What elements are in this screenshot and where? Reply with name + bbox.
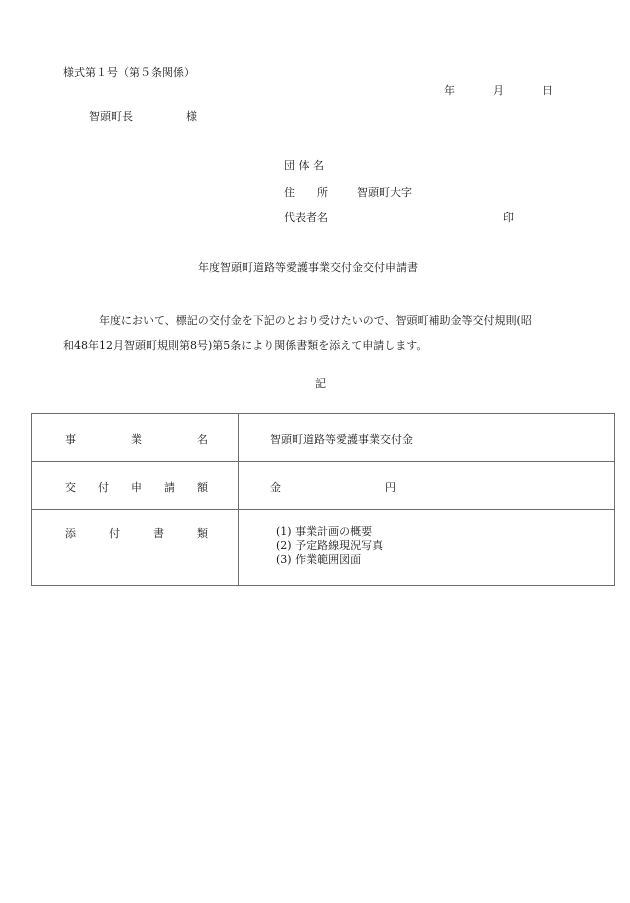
label-char: 名 <box>197 433 208 446</box>
table-row-attachments <box>32 510 615 586</box>
label-char: 類 <box>197 527 208 540</box>
amount-suffix: 円 <box>385 481 396 494</box>
address-label: 住 所 <box>284 186 328 199</box>
label-char: 申 <box>131 481 142 494</box>
table-row-project-name <box>32 414 615 462</box>
document-title: 年度智頭町道路等愛護事業交付金交付申請書 <box>198 261 418 274</box>
label-char: 添 <box>65 527 76 540</box>
label-cell <box>32 510 239 586</box>
value-cell <box>239 462 615 510</box>
label-char: 付 <box>109 527 120 540</box>
seal-mark: 印 <box>503 211 514 224</box>
project-name-value: 智頭町道路等愛護事業交付金 <box>270 433 413 446</box>
date-month-label: 月 <box>493 84 504 97</box>
organization-label: 団 体 名 <box>284 159 324 172</box>
label-char: 付 <box>98 481 109 494</box>
label-char: 交 <box>65 481 76 494</box>
amount-field <box>239 479 614 495</box>
value-cell <box>239 414 615 462</box>
label-char: 事 <box>65 433 76 446</box>
representative-label: 代表者名 <box>284 211 328 224</box>
attachment-item: (2) 予定路線現況写真 <box>276 539 384 552</box>
body-line-1: 年度において、標記の交付金を下記のとおり受けたいので、智頭町補助金等交付規則(昭 <box>99 314 532 327</box>
attachments-list <box>239 525 614 567</box>
label-char: 業 <box>131 433 142 446</box>
body-line-2: 和48年12月智頭町規則第8号)第5条により関係書類を添えて申請します。 <box>63 339 428 352</box>
label-char: 額 <box>197 481 208 494</box>
attachment-item: (1) 事業計画の概要 <box>276 525 373 538</box>
addressee-name: 智頭町長 <box>89 110 133 123</box>
attachment-item: (3) 作業範囲図面 <box>276 553 362 566</box>
date-day-label: 日 <box>542 84 553 97</box>
label-char: 請 <box>164 481 175 494</box>
table-row-requested-amount <box>32 462 615 510</box>
label-char: 書 <box>153 527 164 540</box>
value-cell <box>239 510 615 586</box>
label-cell <box>32 414 239 462</box>
label-cell <box>32 462 239 510</box>
form-number: 様式第１号（第５条関係） <box>63 66 195 79</box>
addressee-honorific: 様 <box>186 110 197 123</box>
date-year-label: 年 <box>444 84 455 97</box>
address-value: 智頭町大字 <box>357 186 412 199</box>
application-table <box>31 413 615 586</box>
amount-prefix: 金 <box>270 481 281 494</box>
ki-heading: 記 <box>315 377 326 390</box>
